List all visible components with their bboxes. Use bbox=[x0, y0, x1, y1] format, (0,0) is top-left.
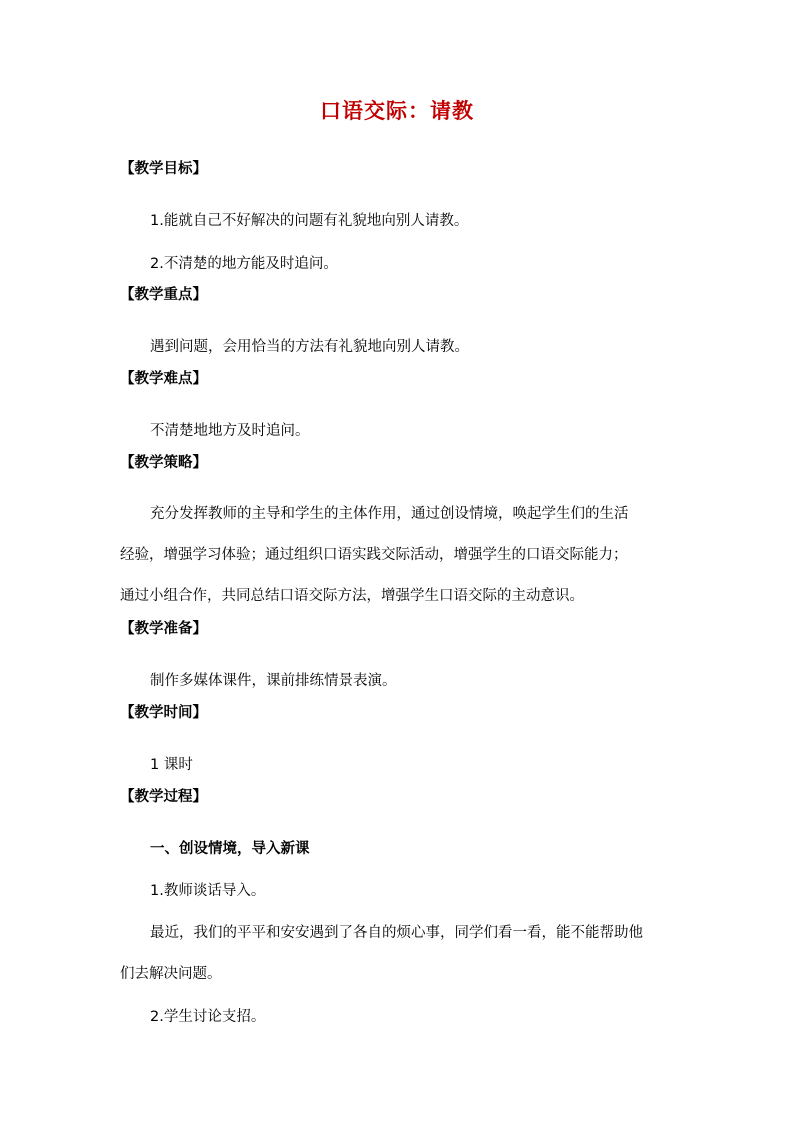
process-subheading: 一、创设情境，导入新课 bbox=[150, 841, 310, 857]
heading-difficulties: 【教学难点】 bbox=[120, 371, 207, 387]
process-step-2: 2.学生讨论支招。 bbox=[150, 1009, 266, 1025]
objective-item-2: 2.不清楚的地方能及时追问。 bbox=[150, 256, 338, 272]
time-text: 1 课时 bbox=[150, 757, 193, 773]
process-step-1-line-1: 最近，我们的平平和安安遇到了各自的烦心事，同学们看一看，能不能帮助他 bbox=[150, 925, 643, 941]
heading-objectives: 【教学目标】 bbox=[120, 161, 207, 177]
objective-item-1: 1.能就自己不好解决的问题有礼貌地向别人请教。 bbox=[150, 213, 469, 229]
difficulties-text: 不清楚地地方及时追问。 bbox=[150, 423, 310, 439]
heading-key-points: 【教学重点】 bbox=[120, 287, 207, 303]
heading-preparation: 【教学准备】 bbox=[120, 621, 207, 637]
strategy-line-3: 通过小组合作，共同总结口语交际方法，增强学生口语交际的主动意识。 bbox=[120, 588, 584, 604]
strategy-line-2: 经验，增强学习体验；通过组织口语实践交际活动，增强学生的口语交际能力； bbox=[120, 547, 628, 563]
heading-process: 【教学过程】 bbox=[120, 789, 207, 805]
preparation-text: 制作多媒体课件，课前排练情景表演。 bbox=[150, 673, 397, 689]
strategy-line-1: 充分发挥教师的主导和学生的主体作用，通过创设情境，唤起学生们的生活 bbox=[150, 506, 629, 522]
process-step-1: 1.教师谈话导入。 bbox=[150, 883, 266, 899]
document-title: 口语交际：请教 bbox=[320, 99, 474, 123]
process-step-1-line-2: 们去解决问题。 bbox=[120, 966, 222, 982]
key-points-text: 遇到问题，会用恰当的方法有礼貌地向别人请教。 bbox=[150, 339, 469, 355]
heading-time: 【教学时间】 bbox=[120, 705, 207, 721]
heading-strategy: 【教学策略】 bbox=[120, 455, 207, 471]
